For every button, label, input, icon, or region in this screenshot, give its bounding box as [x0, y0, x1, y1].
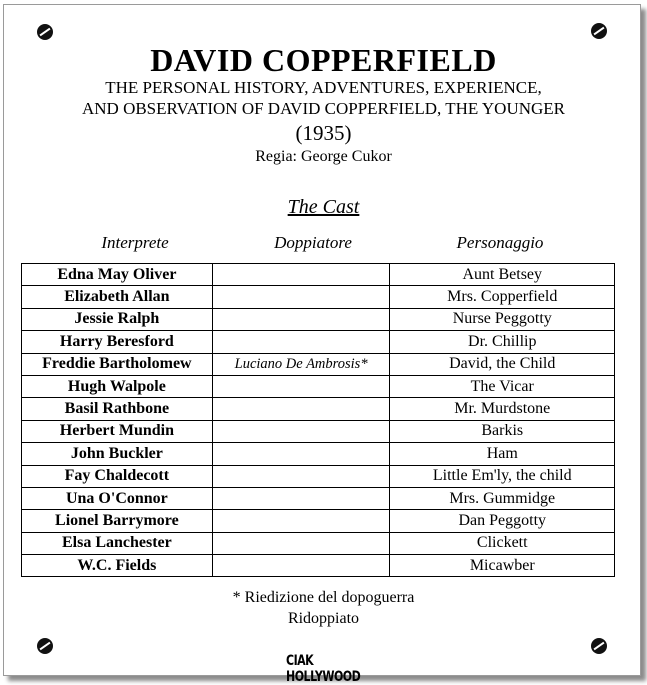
film-subtitle: [0, 77, 647, 119]
cast-dubber-cell: [212, 487, 390, 509]
cast-character-cell: The Vicar: [390, 375, 615, 397]
cast-dubber-cell: [212, 264, 390, 286]
screw-icon-bottom-left: [37, 638, 53, 654]
cast-dubber-cell: Luciano De Ambrosis*: [212, 353, 390, 375]
table-row: [22, 353, 615, 375]
column-header-character: Personaggio: [456, 233, 544, 252]
table-row: [22, 510, 615, 532]
cast-actor-cell: W.C. Fields: [22, 555, 213, 577]
cast-character-cell: Barkis: [390, 420, 615, 442]
cast-dubber-cell: [212, 398, 390, 420]
cast-actor-cell: Elsa Lanchester: [22, 532, 213, 554]
cast-actor-cell: Fay Chaldecott: [22, 465, 213, 487]
table-row: [22, 555, 615, 577]
cast-character-cell: Dr. Chillip: [390, 331, 615, 353]
director-credit: Regia: George Cukor: [255, 148, 392, 165]
cast-actor-cell: Una O'Connor: [22, 487, 213, 509]
cast-character-cell: Micawber: [390, 555, 615, 577]
table-row: [22, 465, 615, 487]
column-header-dubber: Doppiatore: [274, 233, 352, 252]
table-row: [22, 375, 615, 397]
cast-actor-cell: Freddie Bartholomew: [22, 353, 213, 375]
cast-character-cell: Ham: [390, 443, 615, 465]
cast-heading: The Cast: [287, 196, 360, 218]
cast-dubber-cell: [212, 465, 390, 487]
subtitle-line: AND OBSERVATION OF DAVID COPPERFIELD, THE YOUNGER: [81, 99, 566, 118]
cast-actor-cell: Herbert Mundin: [22, 420, 213, 442]
cast-actor-cell: Edna May Oliver: [22, 264, 213, 286]
cast-dubber-cell: [212, 286, 390, 308]
cast-character-cell: Mrs. Copperfield: [390, 286, 615, 308]
cast-dubber-cell: [212, 510, 390, 532]
table-row: [22, 308, 615, 330]
cast-character-cell: Mrs. Gummidge: [390, 487, 615, 509]
cast-character-cell: David, the Child: [390, 353, 615, 375]
screw-icon-bottom-right: [591, 638, 607, 654]
cast-character-cell: Little Em'ly, the child: [390, 465, 615, 487]
footnote: [0, 587, 647, 629]
table-row: [22, 487, 615, 509]
cast-actor-cell: Harry Beresford: [22, 331, 213, 353]
cast-actor-cell: John Buckler: [22, 443, 213, 465]
table-row: [22, 264, 615, 286]
table-row: [22, 443, 615, 465]
cast-character-cell: Dan Peggotty: [390, 510, 615, 532]
footnote-line: Ridoppiato: [287, 610, 360, 627]
footnote-line: * Riedizione del dopoguerra: [232, 589, 415, 606]
table-row: [22, 331, 615, 353]
cast-dubber-cell: [212, 555, 390, 577]
cast-dubber-cell: [212, 420, 390, 442]
cast-character-cell: Nurse Peggotty: [390, 308, 615, 330]
cast-actor-cell: Jessie Ralph: [22, 308, 213, 330]
column-header-actor: Interprete: [101, 233, 169, 252]
cast-character-cell: Mr. Murdstone: [390, 398, 615, 420]
subtitle-line: THE PERSONAL HISTORY, ADVENTURES, EXPERIENCE,: [105, 78, 542, 97]
table-row: [22, 420, 615, 442]
cast-dubber-cell: [212, 308, 390, 330]
cast-dubber-cell: [212, 532, 390, 554]
screw-icon-top-right: [591, 23, 607, 39]
screw-icon-top-left: [37, 24, 53, 40]
cast-actor-cell: Basil Rathbone: [22, 398, 213, 420]
table-row: [22, 286, 615, 308]
cast-character-cell: Aunt Betsey: [390, 264, 615, 286]
cast-dubber-cell: [212, 443, 390, 465]
film-year: (1935): [295, 121, 352, 145]
table-row: [22, 532, 615, 554]
cast-dubber-cell: [212, 331, 390, 353]
cast-actor-cell: Hugh Walpole: [22, 375, 213, 397]
cast-table: [21, 263, 615, 577]
table-row: [22, 398, 615, 420]
cast-actor-cell: Lionel Barrymore: [22, 510, 213, 532]
cast-dubber-cell: [212, 375, 390, 397]
film-title: DAVID COPPERFIELD: [150, 42, 497, 78]
cast-character-cell: Clickett: [390, 532, 615, 554]
cast-actor-cell: Elizabeth Allan: [22, 286, 213, 308]
ciak-hollywood-logo: CIAK HOLLYWOOD: [286, 652, 361, 685]
cast-table-body: [22, 264, 615, 577]
